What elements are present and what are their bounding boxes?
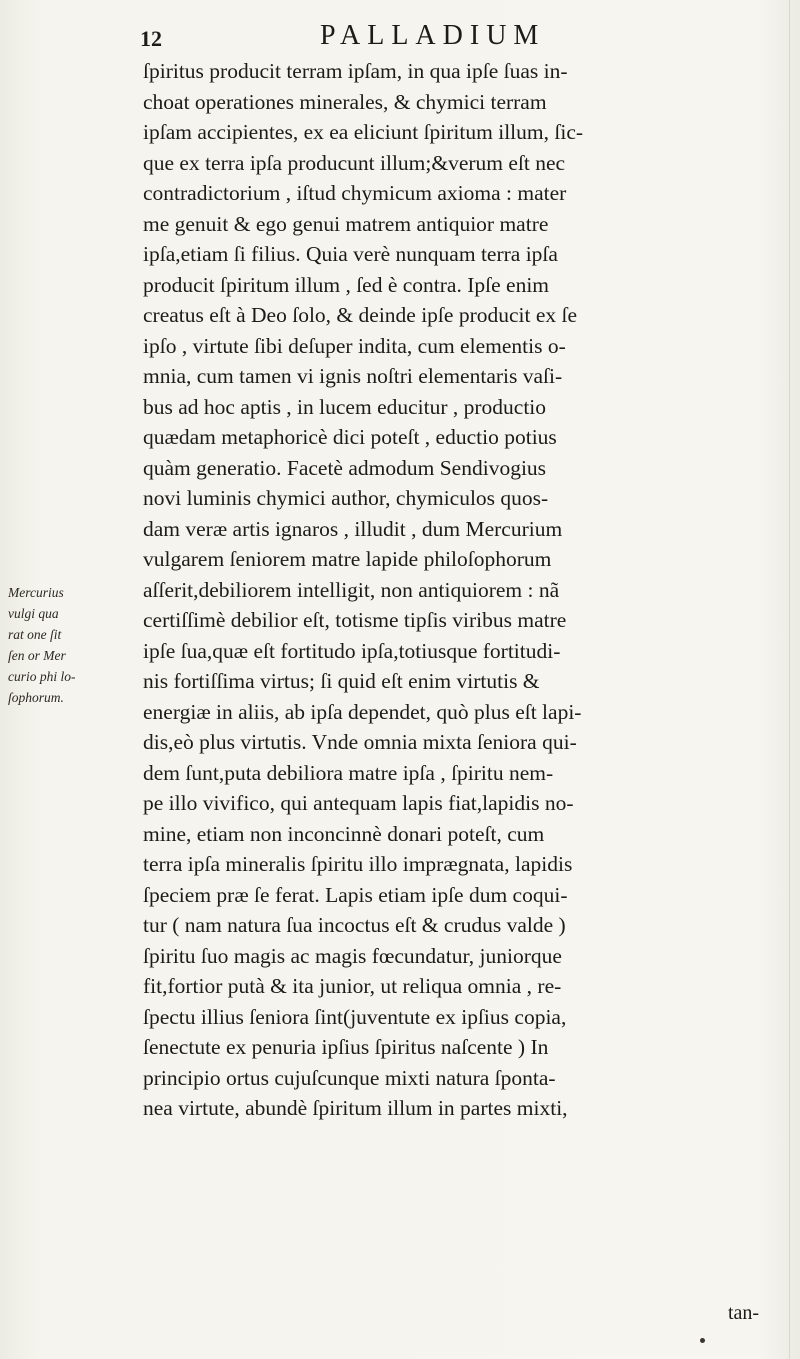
margin-note-line: rat one ſit xyxy=(8,627,62,642)
running-title: PALLADIUM xyxy=(320,20,546,51)
text-line: ſpiritu ſuo magis ac magis fœcundatur, juniorque xyxy=(143,943,562,968)
text-line: mine, etiam non inconcinnè donari poteſt, cum xyxy=(143,821,545,846)
text-line: ſpectu illius ſeniora ſint(juventute ex ipſius copia, xyxy=(143,1004,567,1029)
text-line: producit ſpiritum illum , ſed è contra. Ipſe enim xyxy=(143,272,550,297)
body-text xyxy=(143,56,788,1124)
text-line: quædam metaphoricè dici poteſt , eductio potius xyxy=(143,425,557,449)
text-line: nis fortiſſima virtus; ſi quid eſt enim virtutis & xyxy=(143,669,540,693)
margin-note-line: ſen or Mer xyxy=(8,648,66,663)
text-line: dis,eò plus virtutis. Vnde omnia mixta ſeniora qui- xyxy=(143,730,577,754)
page-header xyxy=(140,18,780,58)
text-line: energiæ in aliis, ab ipſa dependet, quò plus eſt lapi- xyxy=(143,699,582,724)
page-edge-divider xyxy=(789,0,790,1359)
margin-note-line: curio phi lo- xyxy=(8,669,76,684)
text-line: bus ad hoc aptis , in lucem educitur , productio xyxy=(143,394,547,419)
catchword: tan- xyxy=(728,1302,760,1324)
text-line: ſenectute ex penuria ipſius ſpiritus naſcente ) In xyxy=(143,1035,549,1059)
page-number: 12 xyxy=(140,26,162,51)
text-line: fit,fortior putà & ita junior, ut reliqua omnia , re- xyxy=(143,974,562,998)
text-line: vulgarem ſeniorem matre lapide philoſophorum xyxy=(143,547,552,571)
text-line: certiſſimè debilior eſt, totisme tipſis viribus matre xyxy=(143,608,567,632)
margin-note xyxy=(8,582,136,708)
text-line: nea virtute, abundè ſpiritum illum in partes mixti, xyxy=(143,1096,568,1120)
text-line: ipſam accipientes, ex ea eliciunt ſpiritum illum, ſic- xyxy=(143,120,584,144)
text-line: pe illo vivifico, qui antequam lapis fiat,lapidis no- xyxy=(143,791,574,815)
text-line: tur ( nam natura ſua incoctus eſt & crudus valde ) xyxy=(143,913,566,937)
text-line: novi luminis chymici author, chymiculos quos- xyxy=(143,486,549,510)
ink-spot xyxy=(700,1338,705,1343)
text-line: aſſerit,debiliorem intelligit, non antiquiorem : nã xyxy=(143,577,560,602)
text-line: ſpeciem præ ſe ferat. Lapis etiam ipſe dum coqui- xyxy=(143,882,568,907)
text-line: choat operationes minerales, & chymici terram xyxy=(143,89,547,114)
text-line: me genuit & ego genui matrem antiquior matre xyxy=(143,211,549,236)
text-line: ſpiritus producit terram ipſam, in qua ipſe ſuas in- xyxy=(143,59,568,83)
text-line: ipſo , virtute ſibi deſuper indita, cum elementis o- xyxy=(143,333,566,358)
text-line: ipſe ſua,quæ eſt fortitudo ipſa,totiusque fortitudi- xyxy=(143,638,561,663)
margin-note-line: vulgi qua xyxy=(8,606,59,621)
text-line: quàm generatio. Facetè admodum Sendivogius xyxy=(143,455,547,480)
text-line: contradictorium , iſtud chymicum axioma : mater xyxy=(143,181,567,205)
text-line: ipſa,etiam ſi filius. Quia verè nunquam terra ipſa xyxy=(143,242,558,266)
text-line: principio ortus cujuſcunque mixti natura ſponta- xyxy=(143,1065,556,1090)
text-line: creatus eſt à Deo ſolo, & deinde ipſe producit ex ſe xyxy=(143,303,578,327)
text-line: dem ſunt,puta debiliora matre ipſa , ſpiritu nem- xyxy=(143,760,554,785)
text-line: terra ipſa mineralis ſpiritu illo imprægnata, lapidis xyxy=(143,852,573,876)
text-line: dam veræ artis ignaros , illudit , dum Mercurium xyxy=(143,516,563,541)
text-line: que ex terra ipſa producunt illum;&verum eſt nec xyxy=(143,150,566,175)
text-line: mnia, cum tamen vi ignis noſtri elementaris vaſi- xyxy=(143,364,563,388)
margin-note-line: ſophorum. xyxy=(8,690,64,705)
margin-note-line: Mercurius xyxy=(8,585,64,600)
